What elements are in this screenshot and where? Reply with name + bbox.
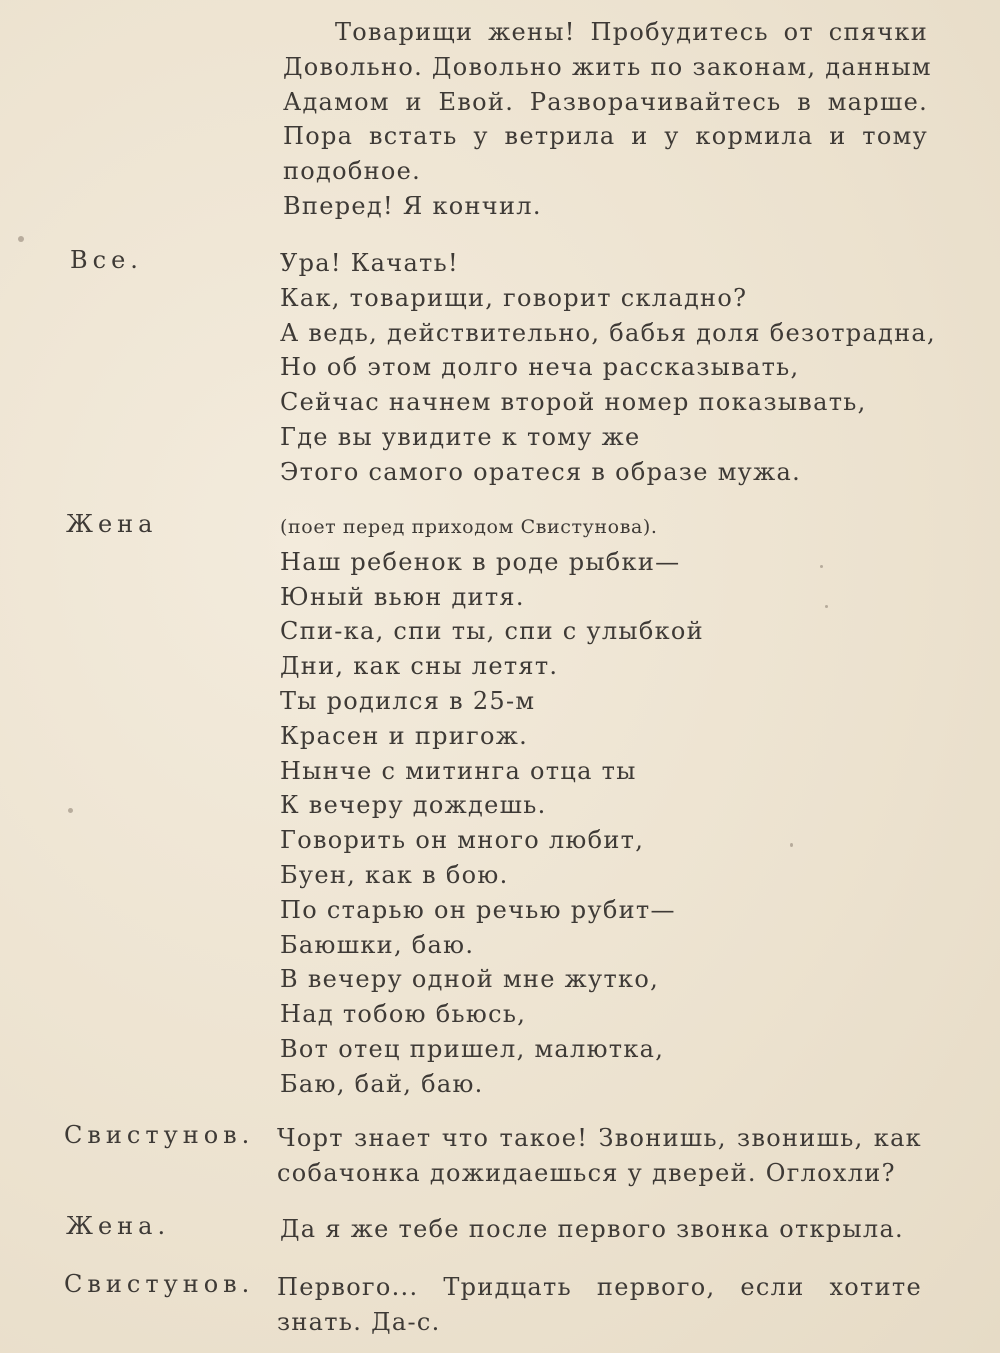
speech-lines — [277, 1121, 922, 1191]
paper-speck — [18, 236, 24, 242]
text-line: Пора встать у ветрила и у кормила и тому — [283, 122, 928, 151]
speech-lines — [280, 1212, 925, 1247]
paper-speck — [825, 605, 828, 608]
text-line: Ты родился в 25-м — [280, 686, 536, 715]
speaker-name: Свистунов. — [64, 1121, 255, 1149]
text-line: Да я же тебе после первого звонка открыла. — [280, 1215, 904, 1243]
text-line: Адамом и Евой. Разворачивайтесь в марше. — [283, 87, 928, 116]
text-line: Баю, бай, баю. — [280, 1069, 484, 1098]
text-line: Сейчас начнем второй номер показывать, — [280, 388, 867, 417]
paper-speck — [68, 808, 73, 813]
text-line: Этого самого оратеся в образе мужа. — [280, 457, 802, 486]
text-line: Нынче с митинга отца ты — [280, 756, 637, 785]
text-line: Товарищи жены! Пробудитесь от спячки — [335, 18, 928, 46]
speaker-name: Жена — [66, 510, 158, 538]
text-line: Баюшки, баю. — [280, 930, 475, 959]
text-line: Первого... Тридцать первого, если хотите — [277, 1273, 922, 1301]
text-line: Но об этом долго неча рассказывать, — [280, 353, 800, 382]
text-line: Красен и пригож. — [280, 721, 529, 750]
text-line: В вечеру одной мне жутко, — [280, 965, 660, 994]
text-line: знать. Да-с. — [277, 1307, 441, 1336]
text-line: Буен, как в бою. — [280, 860, 509, 889]
speaker-name: Жена. — [66, 1212, 171, 1240]
paper-speck — [820, 565, 823, 568]
text-line: Чорт знает что такое! Звонишь, звонишь, как — [277, 1124, 922, 1152]
text-line: подобное. — [283, 157, 422, 186]
text-line: Говорить он много любит, — [280, 826, 645, 855]
text-line: Ура! Качать! — [280, 249, 459, 277]
speaker-name: Все. — [70, 246, 143, 274]
text-line: Довольно. Довольно жить по законам, данным — [283, 52, 932, 81]
text-line: Над тобою бьюсь, — [280, 1000, 527, 1029]
text-line: Наш ребенок в роде рыбки— — [280, 547, 681, 576]
paper-speck — [790, 843, 793, 847]
text-line: А ведь, действительно, бабья доля безотрадна, — [280, 318, 936, 347]
speech-lines — [280, 246, 936, 490]
text-line: По старью он речью рубит— — [280, 895, 676, 924]
text-line: Спи-ка, спи ты, спи с улыбкой — [280, 617, 704, 646]
text-line: Вот отец пришел, малютка, — [280, 1034, 665, 1063]
text-line: Вперед! Я кончил. — [283, 191, 542, 220]
stage-direction: (поет перед приходом Свистунова). — [280, 516, 658, 538]
text-line: Юный вьюн дитя. — [280, 582, 525, 611]
speech-lines — [283, 15, 932, 224]
text-line: собачонка дожидаешься у дверей. Оглохли? — [277, 1158, 896, 1187]
text-line: Где вы увидите к тому же — [280, 422, 641, 451]
text-line: К вечеру дождешь. — [280, 791, 547, 820]
text-line: Как, товарищи, говорит складно? — [280, 283, 748, 312]
text-line: Дни, как сны летят. — [280, 652, 559, 681]
speech-lines — [277, 1270, 922, 1340]
song-lines — [280, 510, 925, 1102]
speaker-name: Свистунов. — [64, 1270, 255, 1298]
